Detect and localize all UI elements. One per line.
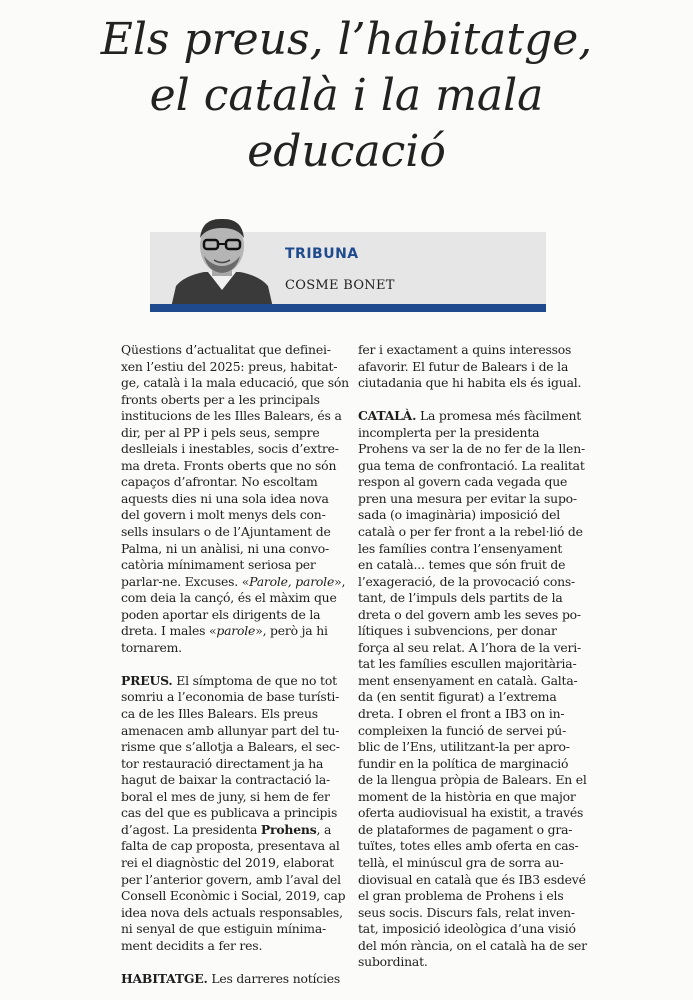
text-line [121,822,337,839]
text-line: tuïtes, totes elles amb oferta en cas- [358,838,579,854]
article-column-right [358,342,587,971]
text-line: pren una mesura per evitar la supo- [358,490,577,506]
author-name: COSME BONET [285,278,395,293]
text-line: del món rància, on el català ha de ser [358,937,587,953]
text-line: ment ensenyament en català. Galta- [358,672,578,688]
text-segment: Les darreres notícies [207,970,341,986]
text-line: rei el diagnòstic del 2019, elaborat [121,854,334,870]
text-line [358,408,582,425]
text-line: fundir en la política de marginació [358,755,569,771]
author-photo [162,216,282,312]
bold-name: Prohens [260,821,317,837]
text-line: xen l’estiu del 2025: preus, habitat- [121,358,338,374]
text-line: oferta audiovisual ha existit, a través [358,805,584,821]
text-segment: parlar-ne. Excuses. « [121,573,250,589]
text-line: hagut de baixar la contractació la- [121,772,331,788]
section-lead-catala: CATALÀ. [358,408,417,424]
text-line: el gran problema de Prohens i els [358,888,564,904]
text-line: diovisual en català que és IB3 esdevé [358,871,586,887]
text-line: Prohens va ser la de no fer de la llen- [358,441,585,457]
italic-term: Parole, parole [249,573,335,589]
text-line: boral el mes de juny, si hem de fer [121,788,330,804]
text-line: catòria mínimament seriosa per [121,557,316,573]
text-line: Palma, ni un anàlisi, ni una convo- [121,540,329,556]
headline-line-2: el català i la mala [149,70,544,121]
text-line: institucions de les Illes Balears, és a [121,408,342,424]
text-line: lítiques i subvencions, per donar [358,623,557,639]
text-line: força al seu relat. A l’hora de la veri- [358,639,581,655]
text-line: fer i exactament a quins interessos [358,342,572,357]
text-line: sada (o imaginària) imposició del [358,507,560,523]
text-line: tor restauració directament ja ha [121,755,324,771]
text-line: dreta. I obren el front a IB3 on in- [358,706,565,722]
text-line: amenacen amb allunyar part del tu- [121,722,340,738]
headline [0,12,693,180]
text-line: del govern i molt menys dels con- [121,507,326,523]
italic-term: parole [216,623,256,639]
byline-underline-bar [150,304,546,312]
text-line [121,673,337,690]
section-lead-preus: PREUS. [121,672,173,688]
headline-line-1: Els preus, l’habitatge, [100,14,593,65]
text-line: da (en sentit figurat) a l’extrema [358,689,557,705]
text-line: blic de l’Ens, utilitzant-la per apro- [358,739,570,755]
text-line: Qüestions d’actualitat que definei- [121,342,331,357]
text-segment: », [334,573,346,589]
text-line: idea nova dels actuals responsables, [121,904,343,920]
text-line: subordinat. [358,954,428,970]
text-line: de la llengua pròpia de Balears. En el [358,772,587,788]
text-line: poden aportar els dirigents de la [121,606,321,622]
text-segment: El símptoma de que no tot [172,672,337,688]
text-line: dreta o del govern amb les seves po- [358,606,581,622]
text-line: tornarem. [121,639,182,655]
text-segment: d’agost. La presidenta [121,821,261,837]
text-line: dir, per al PP i pels seus, sempre [121,424,320,440]
text-line: aquests dies ni una sola idea nova [121,490,329,506]
text-line: somriu a l’economia de base turísti- [121,689,340,705]
text-line: l’exageració, de la provocació cons- [358,573,576,589]
text-line: Consell Econòmic i Social, 2019, cap [121,888,346,904]
text-line [121,623,337,640]
text-line: deslleials i inestables, socis d’extre- [121,441,339,457]
section-lead-habitatge: HABITATGE. [121,970,208,986]
text-line: fronts oberts per a les principals [121,391,320,407]
text-line: ca de les Illes Balears. Els preus [121,706,318,722]
text-line: cas del que es publicava a principis [121,805,338,821]
text-line: ge, català i la mala educació, que són [121,375,349,391]
text-line: ma dreta. Fronts oberts que no són [121,457,337,473]
text-line: tant, de l’impuls dels partits de la [358,590,563,606]
text-line: compleixen la funció de servei pú- [358,722,567,738]
paragraph-gap [121,656,337,673]
text-segment: dreta. I males « [121,623,217,639]
text-segment: , a [316,821,332,837]
text-line: moment de la història en que major [358,788,576,804]
text-line: tat, imposició ideològica d’una visió [358,921,576,937]
text-segment: », però ja hi [255,623,328,639]
text-line: ment decidits a fer res. [121,937,263,953]
text-line: risme que s’allotja a Balears, el sec- [121,739,340,755]
section-label: TRIBUNA [285,246,359,262]
text-line: incomplerta per la presidenta [358,424,540,440]
text-line: tat les famílies escullen majoritària- [358,656,577,672]
text-line: capaços d’afrontar. No escoltam [121,474,318,490]
text-segment: La promesa més fàcilment [416,408,582,424]
text-line: les famílies contra l’ensenyament [358,540,563,556]
text-line: com deia la cançó, és el màxim que [121,590,337,606]
text-line: sells insulars o de l’Ajuntament de [121,524,331,540]
text-line [121,970,341,988]
text-line: ciutadania que hi habita els és igual. [358,375,582,391]
article-column-left [121,342,349,987]
text-line: gua tema de confrontació. La realitat [358,457,585,473]
text-line: afavorir. El futur de Balears i de la [358,358,569,374]
text-line: tellà, el minúscul gra de sorra au- [358,854,564,870]
headline-line-3: educació [247,126,446,177]
text-line: respon al govern cada vegada que [358,474,568,490]
text-line: de plataformes de pagament o gra- [358,821,573,837]
text-line: seus socis. Discurs fals, relat inven- [358,904,575,920]
text-line: falta de cap proposta, presentava al [121,838,340,854]
byline-box [150,232,546,312]
text-line: català o per fer front a la rebel·lió de [358,524,583,540]
text-line [121,573,346,591]
text-line: en català... temes que són fruit de [358,557,566,573]
text-line: per l’anterior govern, amb l’aval del [121,871,341,887]
text-line: ni senyal de que estiguin mínima- [121,921,327,937]
paragraph-gap [358,392,576,409]
paragraph-gap [121,954,337,971]
